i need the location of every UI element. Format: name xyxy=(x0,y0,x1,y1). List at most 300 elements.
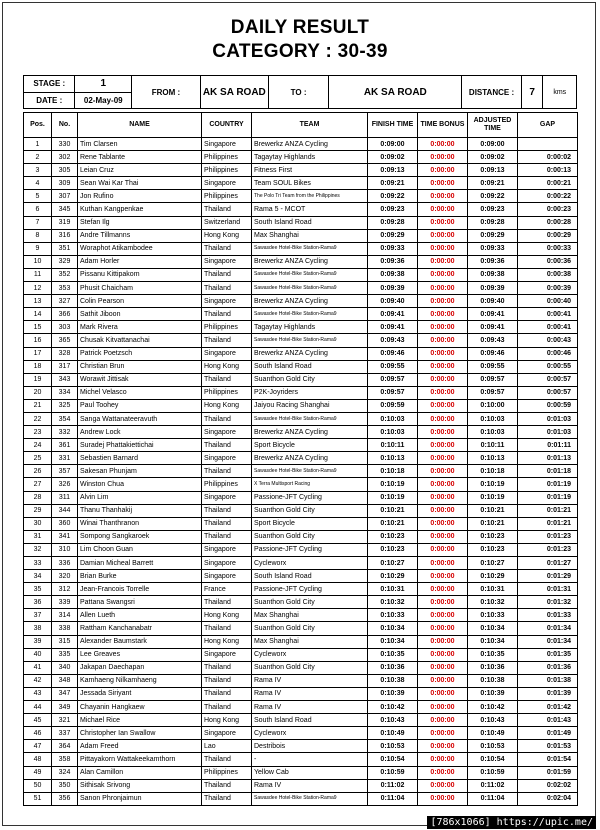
table-row xyxy=(24,766,578,779)
bib-number-cell: 312 xyxy=(52,583,78,596)
finish-time-cell: 0:09:46 xyxy=(368,347,418,360)
bib-number-cell: 338 xyxy=(52,622,78,635)
bib-number-cell: 302 xyxy=(52,151,78,164)
bib-number-cell: 316 xyxy=(52,229,78,242)
pos-cell: 38 xyxy=(24,622,52,635)
time-bonus-cell: 0:00:00 xyxy=(418,242,468,255)
bib-number-cell: 314 xyxy=(52,609,78,622)
finish-time-cell: 0:09:13 xyxy=(368,164,418,177)
country-cell: Singapore xyxy=(202,491,252,504)
table-row xyxy=(24,190,578,203)
gap-cell: 0:01:54 xyxy=(518,753,578,766)
team-cell: Suanthon Gold City xyxy=(252,661,368,674)
time-bonus-cell: 0:00:00 xyxy=(418,308,468,321)
gap-cell: 0:00:59 xyxy=(518,399,578,412)
to-value: AK SA ROAD xyxy=(329,76,462,109)
rider-name-cell: Chusak Kitvattanachai xyxy=(78,334,202,347)
time-bonus-cell: 0:00:00 xyxy=(418,412,468,425)
adjusted-time-cell: 0:10:19 xyxy=(468,491,518,504)
table-row xyxy=(24,412,578,425)
bib-number-cell: 339 xyxy=(52,596,78,609)
time-bonus-cell: 0:00:00 xyxy=(418,543,468,556)
bib-number-cell: 360 xyxy=(52,517,78,530)
bib-number-cell: 364 xyxy=(52,740,78,753)
gap-cell: 0:02:02 xyxy=(518,779,578,792)
table-row xyxy=(24,727,578,740)
gap-cell: 0:00:43 xyxy=(518,334,578,347)
finish-time-cell: 0:09:22 xyxy=(368,190,418,203)
bib-number-cell: 326 xyxy=(52,478,78,491)
gap-cell: 0:01:49 xyxy=(518,727,578,740)
team-cell: Brewerkz ANZA Cycling xyxy=(252,347,368,360)
bib-number-cell: 358 xyxy=(52,753,78,766)
table-row xyxy=(24,609,578,622)
finish-time-cell: 0:10:29 xyxy=(368,570,418,583)
pos-cell: 37 xyxy=(24,609,52,622)
time-bonus-cell: 0:00:00 xyxy=(418,386,468,399)
bib-number-cell: 343 xyxy=(52,373,78,386)
country-cell: Thailand xyxy=(202,596,252,609)
country-cell: Hong Kong xyxy=(202,399,252,412)
from-value: AK SA ROAD xyxy=(200,76,268,109)
rider-name-cell: Alan Camillon xyxy=(78,766,202,779)
adjusted-time-cell: 0:09:40 xyxy=(468,295,518,308)
time-bonus-cell: 0:00:00 xyxy=(418,452,468,465)
bib-number-cell: 303 xyxy=(52,321,78,334)
table-row xyxy=(24,216,578,229)
team-cell: Sawasdee Hotel-Bike Station-Rama9 xyxy=(252,465,368,478)
bib-number-cell: 324 xyxy=(52,766,78,779)
rider-name-cell: Lim Choon Guan xyxy=(78,543,202,556)
table-row xyxy=(24,452,578,465)
table-row xyxy=(24,334,578,347)
bib-number-cell: 309 xyxy=(52,177,78,190)
table-row xyxy=(24,138,578,151)
finish-time-cell: 0:09:39 xyxy=(368,282,418,295)
table-row xyxy=(24,570,578,583)
name-header: NAME xyxy=(78,113,202,138)
gap-cell: 0:00:41 xyxy=(518,321,578,334)
rider-name-cell: Kamhaeng Nilkamhaeng xyxy=(78,674,202,687)
pos-cell: 14 xyxy=(24,308,52,321)
finish-time-cell: 0:09:28 xyxy=(368,216,418,229)
table-row xyxy=(24,478,578,491)
team-cell: Sport Bicycle xyxy=(252,439,368,452)
gap-cell: 0:01:32 xyxy=(518,596,578,609)
time-bonus-header: TIME BONUS xyxy=(418,113,468,138)
team-cell: Yellow Cab xyxy=(252,766,368,779)
gap-cell: 0:00:57 xyxy=(518,386,578,399)
team-cell: Suanthon Gold City xyxy=(252,622,368,635)
time-bonus-cell: 0:00:00 xyxy=(418,465,468,478)
adjusted-time-cell: 0:10:34 xyxy=(468,622,518,635)
finish-time-cell: 0:10:18 xyxy=(368,465,418,478)
country-cell: Thailand xyxy=(202,465,252,478)
finish-time-cell: 0:10:21 xyxy=(368,504,418,517)
rider-name-cell: Alvin Lim xyxy=(78,491,202,504)
team-cell: - xyxy=(252,753,368,766)
pos-cell: 22 xyxy=(24,412,52,425)
rider-name-cell: Jakapan Daechapan xyxy=(78,661,202,674)
adjusted-time-cell: 0:09:55 xyxy=(468,360,518,373)
finish-time-cell: 0:10:43 xyxy=(368,714,418,727)
rider-name-cell: Alexander Baumstark xyxy=(78,635,202,648)
country-cell: Thailand xyxy=(202,439,252,452)
rider-name-cell: Michael Rice xyxy=(78,714,202,727)
adjusted-time-cell: 0:10:19 xyxy=(468,478,518,491)
to-label: TO : xyxy=(268,76,329,109)
rider-name-cell: Suradej Phattakiettichai xyxy=(78,439,202,452)
time-bonus-cell: 0:00:00 xyxy=(418,360,468,373)
finish-time-cell: 0:09:59 xyxy=(368,399,418,412)
country-cell: Hong Kong xyxy=(202,714,252,727)
team-cell: Sawasdee Hotel-Bike Station-Rama9 xyxy=(252,268,368,281)
rider-name-cell: Rene Tablante xyxy=(78,151,202,164)
country-cell: Singapore xyxy=(202,177,252,190)
bib-number-cell: 356 xyxy=(52,792,78,805)
team-cell: Sawasdee Hotel-Bike Station-Rama9 xyxy=(252,282,368,295)
time-bonus-cell: 0:00:00 xyxy=(418,648,468,661)
gap-cell xyxy=(518,138,578,151)
distance-unit: kms xyxy=(543,76,577,109)
gap-cell: 0:01:19 xyxy=(518,491,578,504)
rider-name-cell: Christian Brun xyxy=(78,360,202,373)
table-row xyxy=(24,792,578,805)
team-cell: Cycleworx xyxy=(252,557,368,570)
adjusted-time-cell: 0:10:11 xyxy=(468,439,518,452)
rider-name-cell: Colin Pearson xyxy=(78,295,202,308)
table-row xyxy=(24,753,578,766)
team-cell: South Island Road xyxy=(252,360,368,373)
rider-name-cell: Jessada Siriyant xyxy=(78,687,202,700)
gap-cell: 0:00:40 xyxy=(518,295,578,308)
time-bonus-cell: 0:00:00 xyxy=(418,779,468,792)
gap-cell: 0:00:21 xyxy=(518,177,578,190)
finish-time-cell: 0:10:38 xyxy=(368,674,418,687)
finish-time-cell: 0:10:03 xyxy=(368,426,418,439)
rider-name-cell: Sebastien Barnard xyxy=(78,452,202,465)
bib-number-cell: 331 xyxy=(52,452,78,465)
rider-name-cell: Sompong Sangkaroek xyxy=(78,530,202,543)
rider-name-cell: Kuthan Kangpenkae xyxy=(78,203,202,216)
finish-time-cell: 0:10:21 xyxy=(368,517,418,530)
bib-number-cell: 345 xyxy=(52,203,78,216)
finish-time-cell: 0:10:19 xyxy=(368,491,418,504)
stage-label: STAGE : xyxy=(24,76,75,93)
stage-value: 1 xyxy=(75,76,132,93)
team-cell: Sawasdee Hotel-Bike Station-Rama9 xyxy=(252,792,368,805)
bib-number-cell: 329 xyxy=(52,255,78,268)
finish-time-cell: 0:09:40 xyxy=(368,295,418,308)
rider-name-cell: Michel Velasco xyxy=(78,386,202,399)
adjusted-time-cell: 0:10:32 xyxy=(468,596,518,609)
country-cell: Hong Kong xyxy=(202,360,252,373)
rider-name-cell: Woraphot Atikambodee xyxy=(78,242,202,255)
gap-cell: 0:01:21 xyxy=(518,504,578,517)
time-bonus-cell: 0:00:00 xyxy=(418,714,468,727)
bib-number-cell: 349 xyxy=(52,701,78,714)
country-cell: Philippines xyxy=(202,151,252,164)
adjusted-time-cell: 0:10:33 xyxy=(468,609,518,622)
rider-name-cell: Sean Wai Kar Thai xyxy=(78,177,202,190)
pos-cell: 3 xyxy=(24,164,52,177)
time-bonus-cell: 0:00:00 xyxy=(418,334,468,347)
team-cell: Suanthon Gold City xyxy=(252,504,368,517)
pos-cell: 35 xyxy=(24,583,52,596)
table-row xyxy=(24,491,578,504)
country-cell: Singapore xyxy=(202,452,252,465)
bib-number-cell: 353 xyxy=(52,282,78,295)
team-cell: South Island Road xyxy=(252,216,368,229)
team-cell: Rama IV xyxy=(252,687,368,700)
pos-cell: 40 xyxy=(24,648,52,661)
country-cell: Thailand xyxy=(202,674,252,687)
table-row xyxy=(24,321,578,334)
finish-time-cell: 0:10:59 xyxy=(368,766,418,779)
pos-cell: 24 xyxy=(24,439,52,452)
bib-number-cell: 341 xyxy=(52,530,78,543)
table-row xyxy=(24,255,578,268)
pos-cell: 44 xyxy=(24,701,52,714)
country-cell: Singapore xyxy=(202,138,252,151)
table-row xyxy=(24,373,578,386)
results-header-row xyxy=(24,113,578,138)
pos-cell: 39 xyxy=(24,635,52,648)
finish-time-cell: 0:10:35 xyxy=(368,648,418,661)
finish-time-cell: 0:09:00 xyxy=(368,138,418,151)
team-cell: Brewerkz ANZA Cycling xyxy=(252,452,368,465)
bib-number-cell: 357 xyxy=(52,465,78,478)
finish-time-cell: 0:11:04 xyxy=(368,792,418,805)
gap-cell: 0:01:39 xyxy=(518,687,578,700)
no-header: No. xyxy=(52,113,78,138)
pos-cell: 12 xyxy=(24,282,52,295)
gap-cell: 0:00:41 xyxy=(518,308,578,321)
finish-time-cell: 0:10:31 xyxy=(368,583,418,596)
finish-time-cell: 0:09:36 xyxy=(368,255,418,268)
time-bonus-cell: 0:00:00 xyxy=(418,177,468,190)
finish-time-cell: 0:10:54 xyxy=(368,753,418,766)
country-cell: Singapore xyxy=(202,648,252,661)
table-row xyxy=(24,740,578,753)
from-label: FROM : xyxy=(132,76,201,109)
finish-time-cell: 0:11:02 xyxy=(368,779,418,792)
adjusted-time-cell: 0:09:41 xyxy=(468,321,518,334)
gap-cell: 0:01:43 xyxy=(518,714,578,727)
adjusted-time-cell: 0:09:28 xyxy=(468,216,518,229)
rider-name-cell: Winston Chua xyxy=(78,478,202,491)
table-row xyxy=(24,177,578,190)
pos-cell: 51 xyxy=(24,792,52,805)
time-bonus-cell: 0:00:00 xyxy=(418,268,468,281)
rider-name-cell: Christopher Ian Swallow xyxy=(78,727,202,740)
adjusted-time-cell: 0:09:21 xyxy=(468,177,518,190)
bib-number-cell: 351 xyxy=(52,242,78,255)
country-cell: Singapore xyxy=(202,426,252,439)
team-cell: Passione-JFT Cycling xyxy=(252,491,368,504)
table-row xyxy=(24,622,578,635)
pos-cell: 48 xyxy=(24,753,52,766)
gap-cell: 0:00:39 xyxy=(518,282,578,295)
pos-cell: 10 xyxy=(24,255,52,268)
table-row xyxy=(24,151,578,164)
finish-time-cell: 0:09:29 xyxy=(368,229,418,242)
country-cell: Singapore xyxy=(202,347,252,360)
finish-time-cell: 0:10:13 xyxy=(368,452,418,465)
finish-time-cell: 0:09:57 xyxy=(368,386,418,399)
country-cell: Lao xyxy=(202,740,252,753)
gap-cell: 0:01:36 xyxy=(518,661,578,674)
adjusted-time-cell: 0:09:02 xyxy=(468,151,518,164)
rider-name-cell: Thanu Thanhakij xyxy=(78,504,202,517)
time-bonus-cell: 0:00:00 xyxy=(418,295,468,308)
rider-name-cell: Jean-Francois Torrelle xyxy=(78,583,202,596)
country-cell: Philippines xyxy=(202,164,252,177)
finish-time-cell: 0:09:57 xyxy=(368,373,418,386)
rider-name-cell: Adam Freed xyxy=(78,740,202,753)
table-row xyxy=(24,229,578,242)
gap-cell: 0:01:33 xyxy=(518,609,578,622)
pos-cell: 11 xyxy=(24,268,52,281)
bib-number-cell: 317 xyxy=(52,360,78,373)
gap-cell: 0:00:38 xyxy=(518,268,578,281)
gap-cell: 0:01:03 xyxy=(518,426,578,439)
bib-number-cell: 320 xyxy=(52,570,78,583)
adjusted-time-cell: 0:09:57 xyxy=(468,386,518,399)
country-cell: Philippines xyxy=(202,190,252,203)
team-cell: Jaiyou Racing Shanghai xyxy=(252,399,368,412)
team-cell: Sawasdee Hotel-Bike Station-Rama9 xyxy=(252,242,368,255)
adjusted-time-header: ADJUSTED TIME xyxy=(468,113,518,138)
country-cell: Hong Kong xyxy=(202,609,252,622)
gap-cell: 0:01:29 xyxy=(518,570,578,583)
pos-cell: 45 xyxy=(24,714,52,727)
gap-cell: 0:01:18 xyxy=(518,465,578,478)
table-row xyxy=(24,347,578,360)
table-row xyxy=(24,543,578,556)
gap-cell: 0:01:13 xyxy=(518,452,578,465)
time-bonus-cell: 0:00:00 xyxy=(418,530,468,543)
team-cell: Passione-JFT Cycling xyxy=(252,543,368,556)
country-cell: Thailand xyxy=(202,753,252,766)
finish-time-cell: 0:09:41 xyxy=(368,321,418,334)
finish-time-header: FINISH TIME xyxy=(368,113,418,138)
gap-cell: 0:01:19 xyxy=(518,478,578,491)
rider-name-cell: Sakesan Phunjam xyxy=(78,465,202,478)
bib-number-cell: 354 xyxy=(52,412,78,425)
gap-cell: 0:01:31 xyxy=(518,583,578,596)
country-cell: Philippines xyxy=(202,766,252,779)
adjusted-time-cell: 0:09:43 xyxy=(468,334,518,347)
pos-cell: 5 xyxy=(24,190,52,203)
country-cell: Thailand xyxy=(202,530,252,543)
gap-cell: 0:01:38 xyxy=(518,674,578,687)
bib-number-cell: 305 xyxy=(52,164,78,177)
finish-time-cell: 0:09:02 xyxy=(368,151,418,164)
time-bonus-cell: 0:00:00 xyxy=(418,373,468,386)
rider-name-cell: Andre Tillmanns xyxy=(78,229,202,242)
time-bonus-cell: 0:00:00 xyxy=(418,583,468,596)
rider-name-cell: Stefan Ilg xyxy=(78,216,202,229)
pos-cell: 27 xyxy=(24,478,52,491)
country-cell: Thailand xyxy=(202,308,252,321)
finish-time-cell: 0:09:43 xyxy=(368,334,418,347)
time-bonus-cell: 0:00:00 xyxy=(418,674,468,687)
adjusted-time-cell: 0:10:42 xyxy=(468,701,518,714)
adjusted-time-cell: 0:10:03 xyxy=(468,426,518,439)
finish-time-cell: 0:09:23 xyxy=(368,203,418,216)
country-cell: Philippines xyxy=(202,386,252,399)
bib-number-cell: 344 xyxy=(52,504,78,517)
rider-name-cell: Sathit Jiboon xyxy=(78,308,202,321)
bib-number-cell: 348 xyxy=(52,674,78,687)
gap-cell: 0:00:46 xyxy=(518,347,578,360)
table-row xyxy=(24,517,578,530)
team-cell: Max Shanghai xyxy=(252,635,368,648)
adjusted-time-cell: 0:11:04 xyxy=(468,792,518,805)
table-row xyxy=(24,661,578,674)
team-cell: Rama 5 - MCOT xyxy=(252,203,368,216)
pos-cell: 4 xyxy=(24,177,52,190)
table-row xyxy=(24,687,578,700)
team-cell: South Island Road xyxy=(252,714,368,727)
time-bonus-cell: 0:00:00 xyxy=(418,321,468,334)
finish-time-cell: 0:09:33 xyxy=(368,242,418,255)
adjusted-time-cell: 0:09:39 xyxy=(468,282,518,295)
adjusted-time-cell: 0:09:38 xyxy=(468,268,518,281)
bib-number-cell: 315 xyxy=(52,635,78,648)
country-cell: Thailand xyxy=(202,373,252,386)
pos-cell: 25 xyxy=(24,452,52,465)
gap-cell: 0:00:22 xyxy=(518,190,578,203)
team-cell: Tagaytay Highlands xyxy=(252,321,368,334)
country-header: COUNTRY xyxy=(202,113,252,138)
time-bonus-cell: 0:00:00 xyxy=(418,504,468,517)
watermark-text: [786x1066] https://upic.me/ xyxy=(427,816,596,829)
table-row xyxy=(24,268,578,281)
gap-cell: 0:00:28 xyxy=(518,216,578,229)
time-bonus-cell: 0:00:00 xyxy=(418,622,468,635)
team-cell: Suanthon Gold City xyxy=(252,596,368,609)
gap-cell: 0:00:55 xyxy=(518,360,578,373)
team-cell: Rama IV xyxy=(252,674,368,687)
country-cell: Thailand xyxy=(202,622,252,635)
finish-time-cell: 0:10:23 xyxy=(368,543,418,556)
finish-time-cell: 0:10:23 xyxy=(368,530,418,543)
adjusted-time-cell: 0:10:59 xyxy=(468,766,518,779)
table-row xyxy=(24,360,578,373)
finish-time-cell: 0:10:42 xyxy=(368,701,418,714)
gap-cell: 0:01:42 xyxy=(518,701,578,714)
country-cell: Thailand xyxy=(202,242,252,255)
country-cell: Thailand xyxy=(202,203,252,216)
rider-name-cell: Sithisak Srivong xyxy=(78,779,202,792)
country-cell: Singapore xyxy=(202,557,252,570)
bib-number-cell: 327 xyxy=(52,295,78,308)
adjusted-time-cell: 0:10:34 xyxy=(468,635,518,648)
adjusted-time-cell: 0:09:13 xyxy=(468,164,518,177)
adjusted-time-cell: 0:09:36 xyxy=(468,255,518,268)
rider-name-cell: Winai Thanthranon xyxy=(78,517,202,530)
table-row xyxy=(24,295,578,308)
pos-cell: 1 xyxy=(24,138,52,151)
time-bonus-cell: 0:00:00 xyxy=(418,753,468,766)
table-row xyxy=(24,386,578,399)
distance-label: DISTANCE : xyxy=(462,76,522,109)
finish-time-cell: 0:10:39 xyxy=(368,687,418,700)
time-bonus-cell: 0:00:00 xyxy=(418,347,468,360)
country-cell: Singapore xyxy=(202,543,252,556)
